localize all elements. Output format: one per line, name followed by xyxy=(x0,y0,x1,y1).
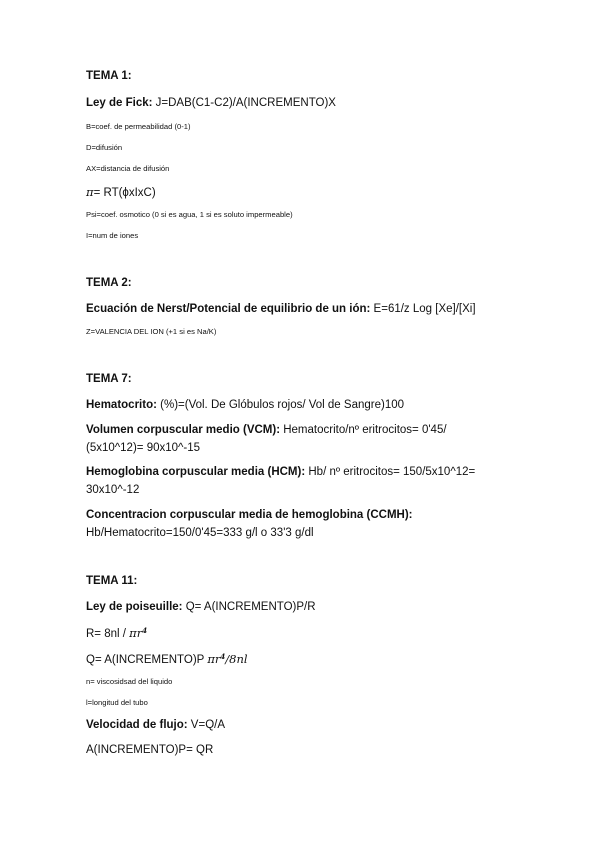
pi-symbol: π xyxy=(86,185,94,199)
flow-formula-exponent: 4 xyxy=(220,652,226,661)
ax-definition: AX=distancia de difusión xyxy=(86,164,170,173)
resistance-pi-r: πr xyxy=(129,626,143,640)
tema2-heading: TEMA 2: xyxy=(86,277,132,289)
vcm-label: Volumen corpuscular medio (VCM): xyxy=(86,424,281,436)
pressure-diff-formula: A(INCREMENTO)P= QR xyxy=(86,744,214,756)
z-definition: Z=VALENCIA DEL ION (+1 si es Na/K) xyxy=(86,327,217,336)
resistance-prefix: R= 8nl / xyxy=(86,628,130,640)
hematocrit-formula: (%)=(Vol. De Glóbulos rojos/ Vol de Sangre)100 xyxy=(156,399,405,411)
nerst-line xyxy=(86,300,476,318)
osmotic-pressure-formula: = RT(ϕxIxC) xyxy=(93,187,156,199)
tema1-heading: TEMA 1: xyxy=(86,70,132,82)
psi-definition: Psi=coef. osmotico (0 si es agua, 1 si es soluto impermeable) xyxy=(86,210,293,219)
tema7-heading: TEMA 7: xyxy=(86,373,132,385)
i-definition: I=num de iones xyxy=(86,231,139,240)
velocity-line xyxy=(86,716,225,734)
d-definition: D=difusión xyxy=(86,143,123,152)
fick-law-formula: J=DAB(C1-C2)/A(INCREMENTO)X xyxy=(152,97,336,109)
flow-formula-prefix: Q= A(INCREMENTO)P xyxy=(86,654,208,666)
hematocrit-label: Hematocrito: xyxy=(86,399,157,411)
fick-law-label: Ley de Fick: xyxy=(86,97,153,109)
flow-formula-suffix: /8nl xyxy=(225,652,248,666)
vcm-line-1 xyxy=(86,421,447,439)
vcm-formula-part1: Hematocrito/nº eritrocitos= 0'45/ xyxy=(280,424,447,436)
vcm-formula-part2: (5x10^12)= 90x10^-15 xyxy=(86,442,201,454)
velocity-label: Velocidad de flujo: xyxy=(86,719,188,731)
poiseuille-formula: Q= A(INCREMENTO)P/R xyxy=(182,601,316,613)
l-definition: l=longitud del tubo xyxy=(86,698,148,707)
velocity-formula: V=Q/A xyxy=(187,719,226,731)
hcm-formula-part1: Hb/ nº eritrocitos= 150/5x10^12= xyxy=(305,466,476,478)
ccmh-label: Concentracion corpuscular media de hemoglobina (CCMH): xyxy=(86,509,413,521)
nerst-label: Ecuación de Nerst/Potencial de equilibrio de un ión: xyxy=(86,303,371,315)
b-definition: B=coef. de permeabilidad (0-1) xyxy=(86,122,191,131)
resistance-line xyxy=(86,624,147,643)
tema11-heading: TEMA 11: xyxy=(86,575,138,587)
hcm-line-1 xyxy=(86,463,475,481)
fick-law-line xyxy=(86,94,336,112)
n-definition: n= viscosidsad del liquido xyxy=(86,677,173,686)
resistance-exponent: 4 xyxy=(142,626,148,635)
hcm-label: Hemoglobina corpuscular media (HCM): xyxy=(86,466,306,478)
poiseuille-line xyxy=(86,598,316,616)
hematocrit-line xyxy=(86,396,404,414)
poiseuille-label: Ley de poiseuille: xyxy=(86,601,183,613)
flow-formula-line xyxy=(86,650,248,669)
hcm-formula-part2: 30x10^-12 xyxy=(86,484,140,496)
nerst-formula: E=61/z Log [Xe]/[Xi] xyxy=(370,303,476,315)
flow-formula-pi-r: πr xyxy=(207,652,221,666)
osmotic-pressure-line xyxy=(86,183,156,202)
ccmh-formula: Hb/Hematocrito=150/0'45=333 g/l o 33'3 g/dl xyxy=(86,527,314,539)
